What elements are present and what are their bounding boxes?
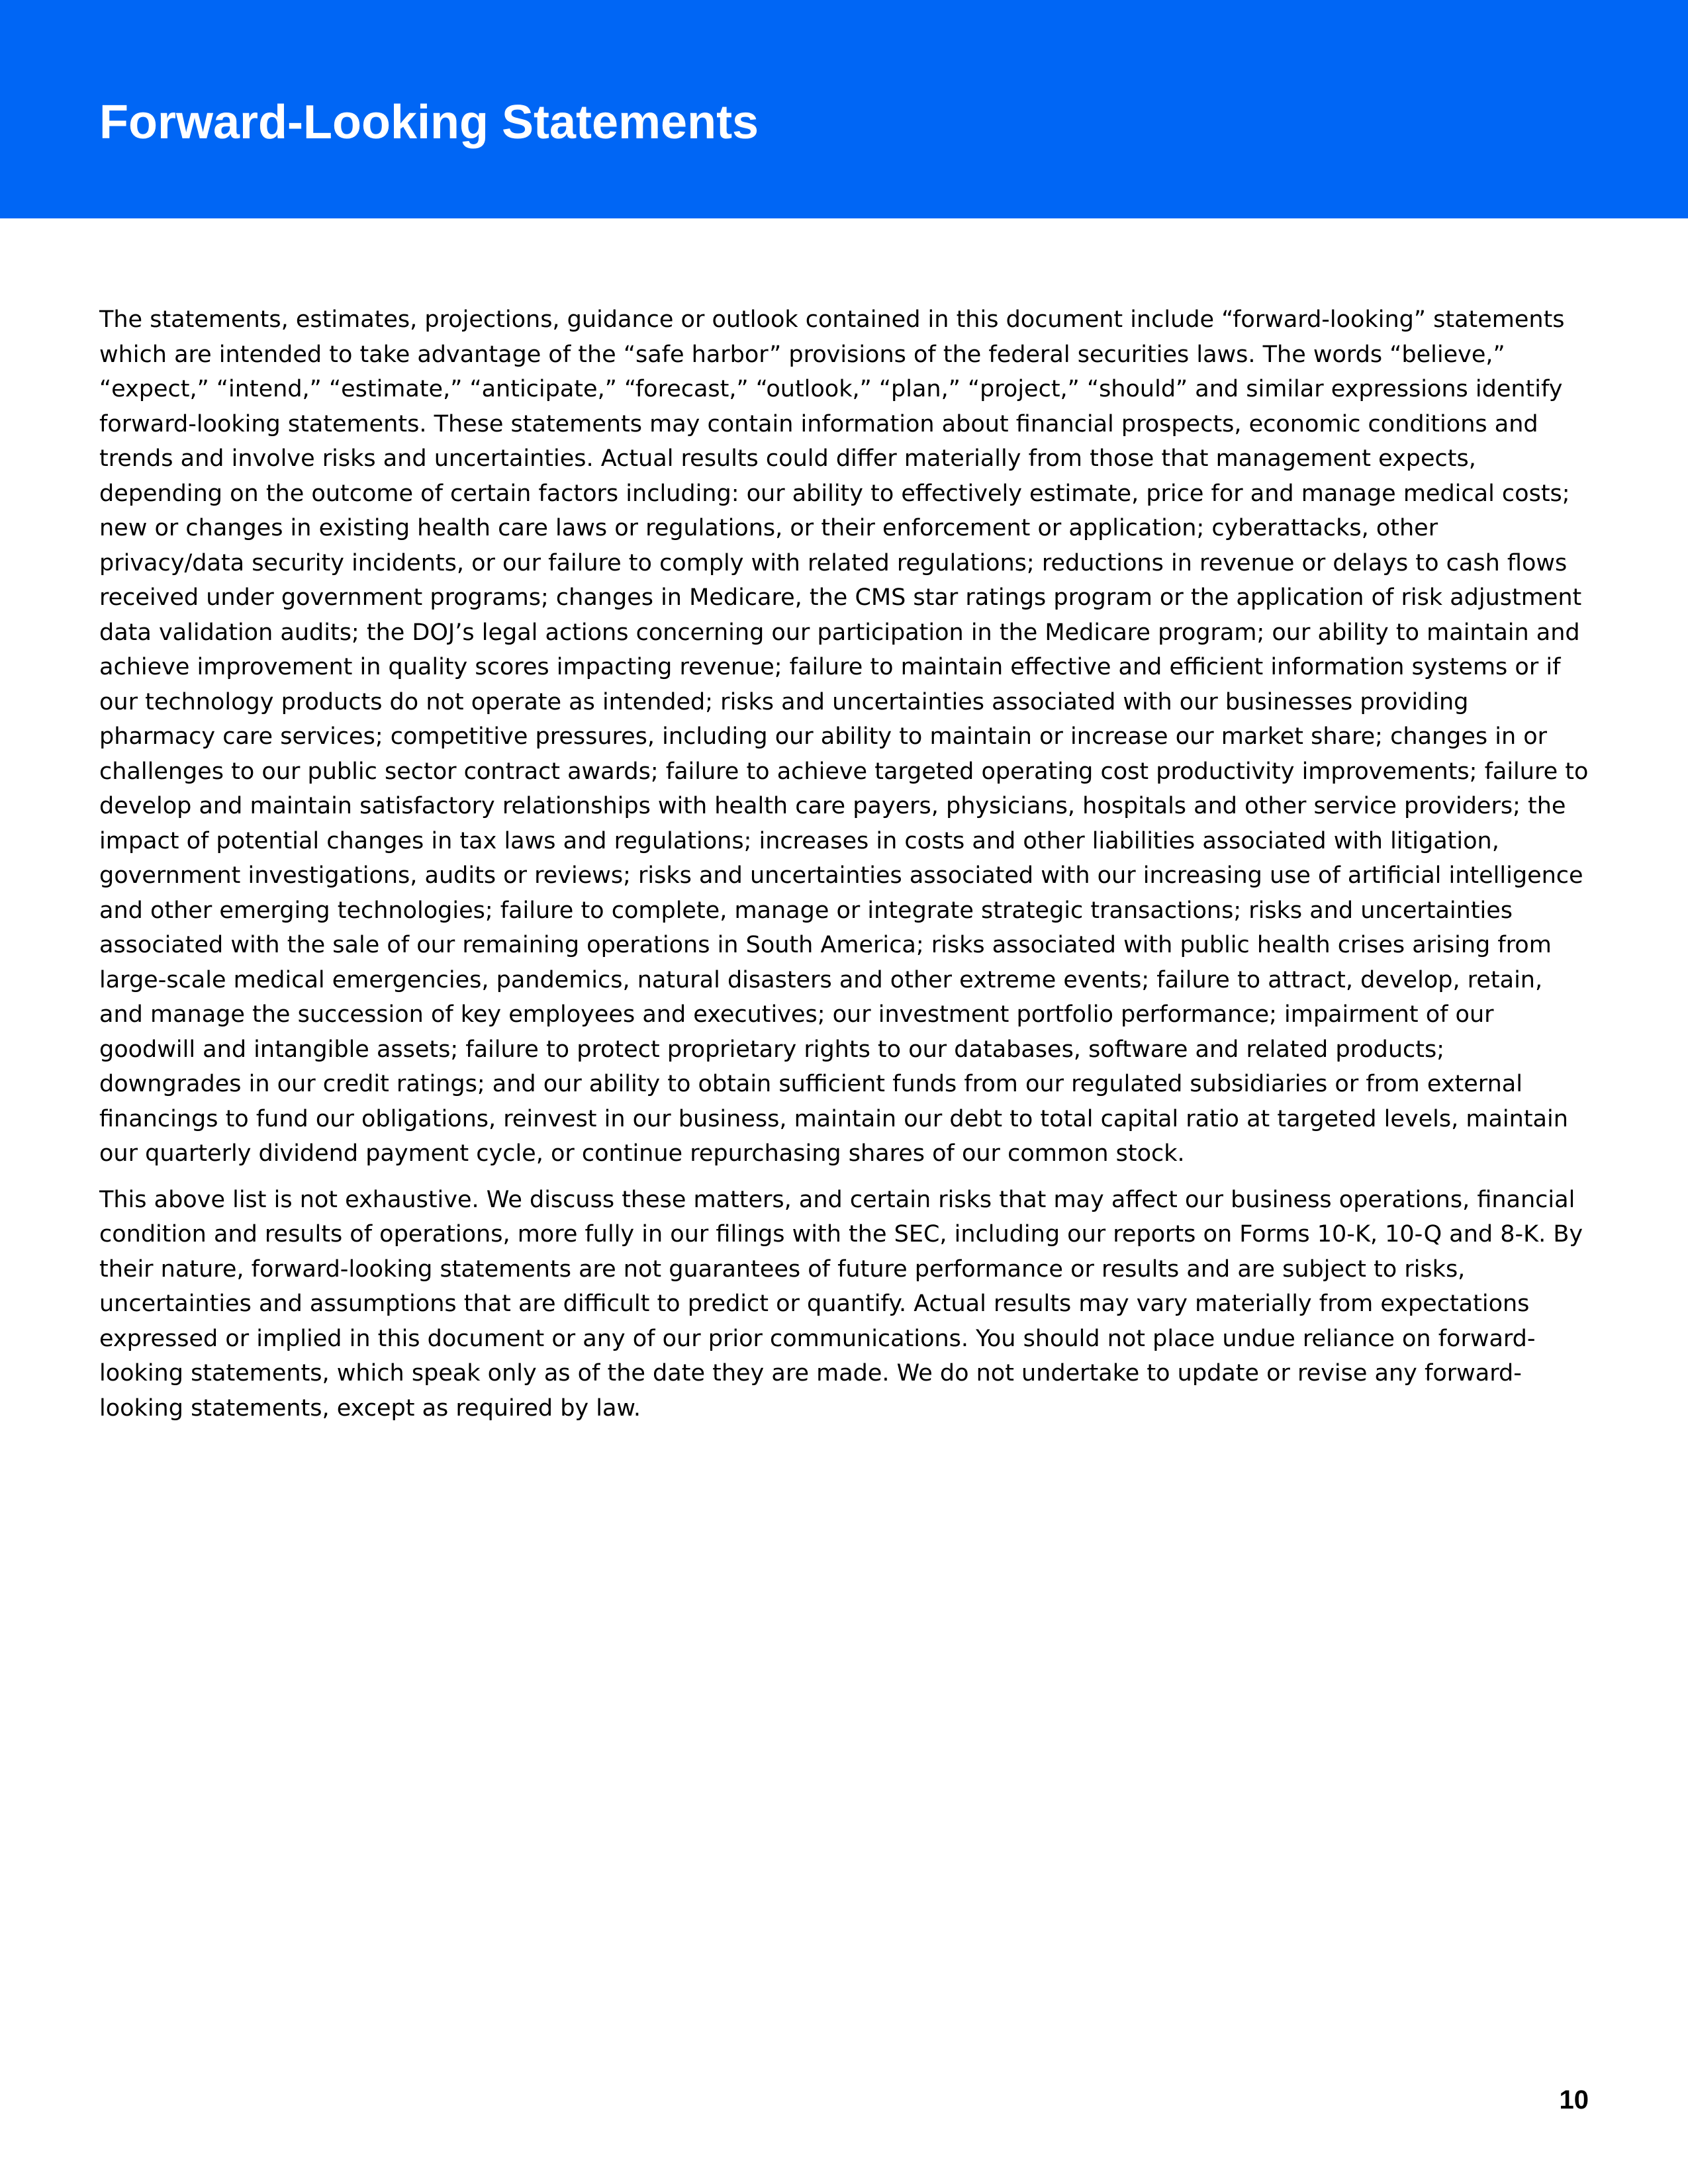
page-title: Forward-Looking Statements (99, 96, 759, 149)
disclaimer-paragraph-2: This above list is not exhaustive. We discuss these matters, and certain risks that may affect our business operations, financial condition and results of operations, more fully in our filings with the SEC, including our reports on Forms 10-K, 10-Q and 8-K. By their nature, forward-looking statements are not guarantees of future performance or results and are subject to risks, uncertainties and assumptions that are difficult to predict or quantify. Actual results may vary materially from expectations expressed or implied in this document or any of our prior communications. You should not place undue reliance on forward-looking statements, which speak only as of the date they are made. We do not undertake to update or revise any forward-looking statements, except as required by law. (99, 1186, 1583, 1422)
header-band (0, 0, 1688, 218)
page-number: 10 (1559, 2085, 1589, 2115)
body-text (99, 302, 1589, 1437)
disclaimer-paragraph-1: The statements, estimates, projections, guidance or outlook contained in this document include “forward-looking” statements which are intended to take advantage of the “safe harbor” provisions of the federal securities laws. The words “believe,” “expect,” “intend,” “estimate,” “anticipate,” “forecast,” “outlook,” “plan,” “project,” “should” and similar expressions identify forward-looking statements. These statements may contain information about financial prospects, economic conditions and trends and involve risks and uncertainties. Actual results could differ materially from those that management expects, depending on the outcome of certain factors including: our ability to effectively estimate, price for and manage medical costs; new or changes in existing health care laws or regulations, or their enforcement or application; cyberattacks, other privacy/data security incidents, or our failure to comply with related regulations; reductions in revenue or delays to cash flows received under government programs; changes in Medicare, the CMS star ratings program or the application of risk adjustment data validation audits; the DOJ’s legal actions concerning our participation in the Medicare program; our ability to maintain and achieve improvement in quality scores impacting revenue; failure to maintain effective and efficient information systems or if our technology products do not operate as intended; risks and uncertainties associated with our businesses providing pharmacy care services; competitive pressures, including our ability to maintain or increase our market share; changes in or challenges to our public sector contract awards; failure to achieve targeted operating cost productivity improvements; failure to develop and maintain satisfactory relationships with health care payers, physicians, hospitals and other service providers; the impact of potential changes in tax laws and regulations; increases in costs and other liabilities associated with litigation, government investigations, audits or reviews; risks and uncertainties associated with our increasing use of artificial intelligence and other emerging technologies; failure to complete, manage or integrate strategic transactions; risks and uncertainties associated with the sale of our remaining operations in South America; risks associated with public health crises arising from large-scale medical emergencies, pandemics, natural disasters and other extreme events; failure to attract, develop, retain, and manage the succession of key employees and executives; our investment portfolio performance; impairment of our goodwill and intangible assets; failure to protect proprietary rights to our databases, software and related products; downgrades in our credit ratings; and our ability to obtain sufficient funds from our regulated subsidiaries or from external financings to fund our obligations, reinvest in our business, maintain our debt to total capital ratio at targeted levels, maintain our quarterly dividend payment cycle, or continue repurchasing shares of our common stock. (99, 306, 1589, 1167)
